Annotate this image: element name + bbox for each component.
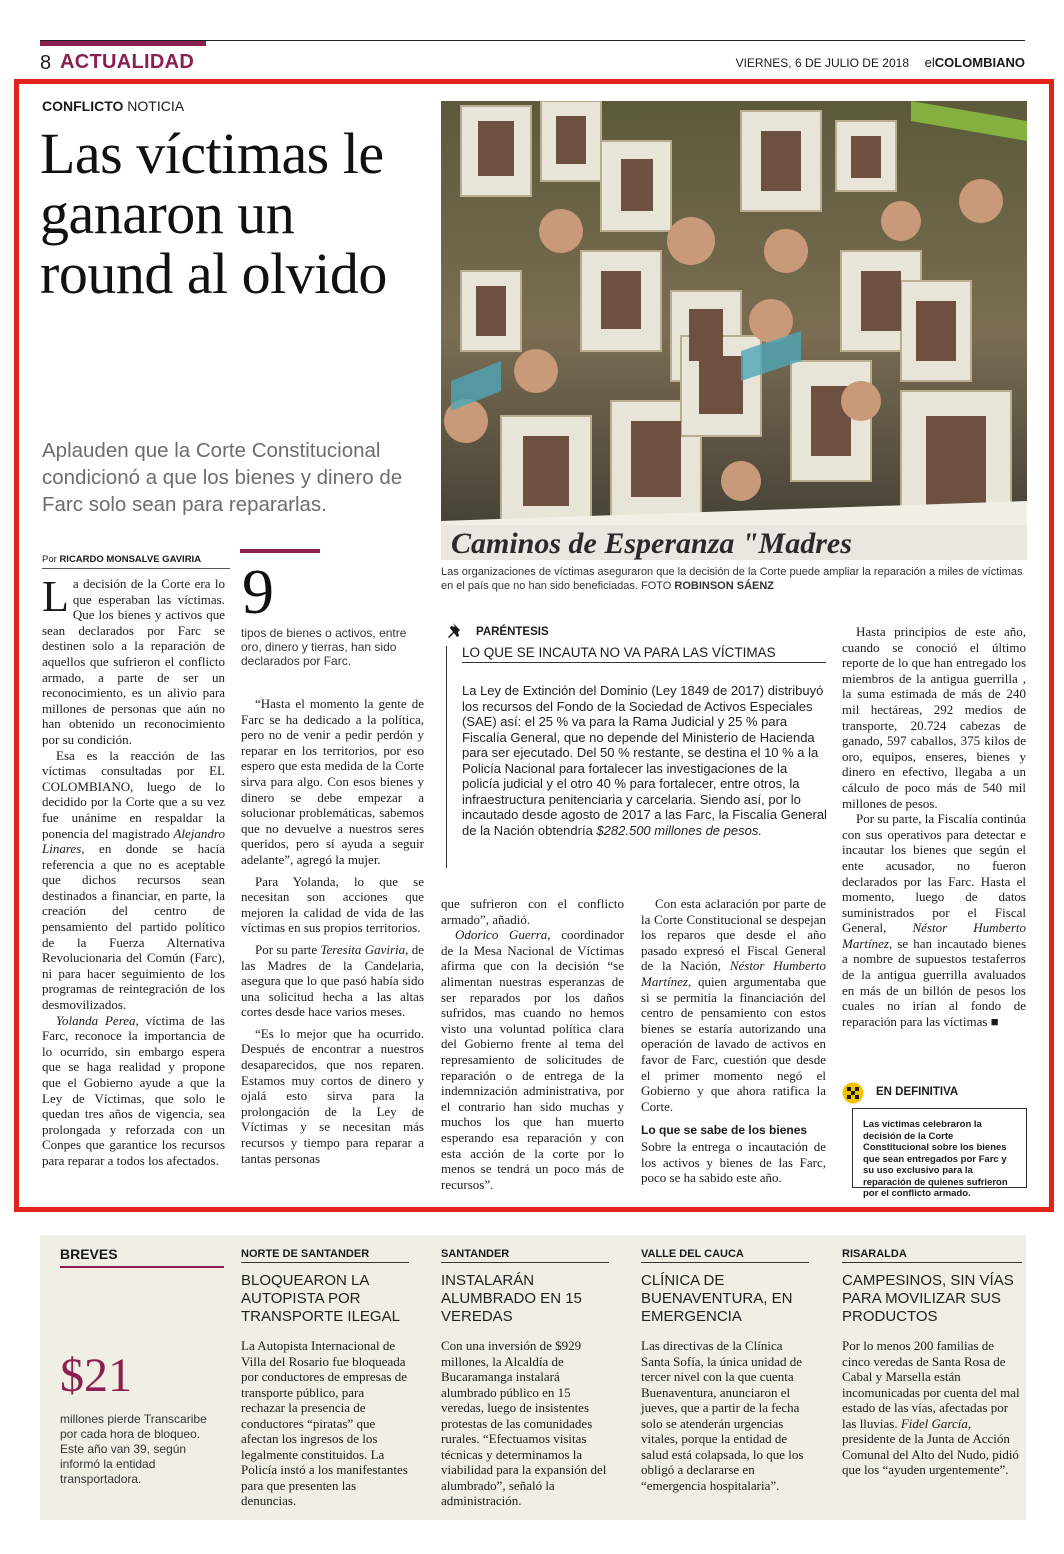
brief-rule [441,1262,609,1263]
amount: $282.500 millones de pesos. [596,822,762,838]
paragraph: que sufrieron con el conflicto armado”, añadió. [441,896,624,927]
breves-rule [60,1266,224,1268]
en-definitiva-box: Las víctimas celebraron la decisión de la Corte Constitucional sobre los bienes que sean entregados por Farc y su uso exclusivo para la reparación de quienes sufrieron por el conflicto armado. [852,1108,1027,1188]
body-column-2 [241,696,424,1166]
section-name: ACTUALIDAD [60,51,195,73]
parentesis-body: La Ley de Extinción del Dominio (Ley 1849 de 2017) distribuyó los recursos del Fondo de la Sociedad de Activos Especiales (SAE) así: el 25 % va para la Rama Judicial y 25 % para Fiscalía General, que no depende del Ministerio de Hacienda para ser ejecutado. Del 50 % restante, se destina el 10 % a la Policía Nacional para fortalecer las investigaciones de la policía judicial y el otro 40 % para fortalecer, entre otros, la infraestructura penitenciaria y carcelaria. Siendo así, por lo incautado desde agosto de 2017 a las Farc, la Fiscalía General de la Nación obtendría $282.500 millones de pesos. [462,683,827,838]
breves-label: BREVES [60,1246,118,1262]
brief-body: Por lo menos 200 familias de cinco veredas de Santa Rosa de Cabal y Marsella están incomunicadas por cuenta del mal estado de las vías, afectadas por las lluvias. Fidel García, presidente de la Junta de Acción Comunal del Alto del Nudo, pidió que los “ayuden urgentemente”. [842,1338,1020,1477]
brand-prefix: el [924,55,935,70]
headline: Las víctimas le ganaron un round al olvido [40,121,387,306]
person-name: Teresita Gaviria [320,941,406,957]
byline-prefix: Por [42,554,60,565]
brief-item [641,1248,809,1493]
body-column-5 [842,624,1026,1029]
paragraph: Por su parte Teresita Gaviria, de las Madres de la Candelaria, asegura que lo que pasó había sido una solicitud hecha a las altas cortes desde hace varios meses. [241,941,424,1020]
paragraph: Sobre la entrega o incautación de los activos y bienes de las Farc, poco se ha sabido este año. [641,1138,826,1186]
subheading: Lo que se sabe de los bienes [641,1123,808,1138]
person-name: Alejandro Linares [42,825,225,857]
body-column-1 [42,572,225,1169]
brief-item [842,1248,1022,1478]
byline-rule [42,568,230,569]
stat-description: tipos de bienes o activos, entre oro, dinero y tierras, han sido declarados por Farc. [241,626,407,668]
kicker-topic: CONFLICTO [42,98,124,114]
kicker-type: NOTICIA [123,98,185,114]
byline [42,554,201,565]
brief-title: INSTALARÁN ALUMBRADO EN 15 VEREDAS [441,1272,582,1325]
victims-photo-illustration [441,101,1027,560]
brief-region: RISARALDA [842,1248,907,1260]
paragraph: Hasta principios de este año, cuando se conoció el último reporte de lo que han entregado los miembros de la antigua guerrilla , la suma estimada de más de 240 mil hectáreas, 292 medios de transporte, 20.724 cabezas de ganado, 597 caballos, 375 kilos de oro, equipos, enseres, bienes y dinero en efectivo, llegaba a un cálculo de poco más de 540 mil millones de pesos. [842,624,1026,811]
section-accent-bar [40,41,206,46]
end-mark: ■ [987,1013,999,1029]
paragraph: Con esta aclaración por parte de la Corte Constitucional se despejan los reparos que desde el año pasado expresó el Fiscal General de la Nación, Néstor Humberto Martínez, quien argumentaba que si se permitía la financiación del centro de pensamiento con estos bienes se estaría autorizando una operación de lavado de activos en favor de Farc, cuestión que desde el primer momento negó el Gobierno y que ahora ratifica la Corte. [641,896,826,1114]
kicker [42,98,184,114]
photo-banner-text: Caminos de Esperanza "Madres [451,527,852,560]
pushpin-icon [447,622,465,640]
brand-name: COLOMBIANO [934,55,1025,70]
caption-credit: ROBINSON SÁENZ [674,580,775,592]
page-number: 8 [40,52,52,74]
stat-number: 9 [242,556,274,627]
paragraph: Yolanda Perea, víctima de las Farc, reconoce la importancia de lo ocurrido, sin embargo espera que se haga realidad y propone que el Gobierno ayude a que la Ley de Víctimas, que solo le quedan tres años de vigencia, sea prolongada y reforzada con un Conpes que garantice los recursos para reparar a todos los afectados. [42,1012,225,1168]
article-photo [441,101,1027,560]
brief-rule [241,1262,409,1263]
brief-title: CAMPESINOS, SIN VÍAS PARA MOVILIZAR SUS PRODUCTOS [842,1272,1014,1325]
parentesis-label: PARÉNTESIS [476,626,549,638]
paragraph: “Es lo mejor que ha ocurrido. Después de encontrar a nuestros desaparecidos, que nos reparen. Estamos muy cortos de dinero y ojalá esto sirva para la prolongación de la Ley de Víctimas y se necesitan más recursos y tiempo para reparar a tantas personas [241,1025,424,1166]
paragraph: Por su parte, la Fiscalía continúa con sus operativos para detectar e incautar los bienes que según el ente acusador, no fueron declarados por las Farc. Hasta el momento, luego de datos suministrados por el Fiscal General, Néstor Humberto Martínez, se han incautado bienes a nombre de supuestos testaferros de la antigua guerrilla avaluados en más de un billón de pesos los cuales no irían al fondo de reparación para las víctimas ■ [842,811,1026,1029]
person-name: Odorico Guerra [455,927,548,943]
brief-body: Las directivas de la Clínica Santa Sofía, la única unidad de tercer nivel con la que cuenta Buenaventura, anunciaron el jueves, que a partir de la fecha solo se atenderán urgencias vitales, porque la entidad de salud está colapsada, lo que los obligó a declararse en “emergencia hospitalaria”. [641,1338,804,1493]
brief-item [241,1248,409,1509]
paragraph: Odorico Guerra, coordinador de la Mesa Nacional de Víctimas afirma que con la decisión “se alimentan nuestras esperanzas de ser reparados por los daños sufridos, mas cuando no hemos visto una voluntad política clara del Gobierno frente al tema del represamiento de solicitudes de reparación o de entrega de la indemnización administrativa, por el contrario han sido muchas y muchos los que han muerto esperando esa reparación y con esta acción de la corte por lo menos se tendrá un poco más de recursos”. [441,927,625,1192]
brief-title: CLÍNICA DE BUENAVENTURA, EN EMERGENCIA [641,1272,793,1325]
paragraph: La decisión de la Corte era lo que esperaban las víctimas. Que los bienes y activos que sean declarados por Farc se destinen solo a la reparación de aquellos que sufrieron el conflicto armado, a parte de ser un reconocimiento, es un alivio para millones de personas que aún no han obtenido un reconocimiento por su condición. [42,572,225,747]
photo-caption [441,565,1027,593]
stat-accent-bar [240,549,320,553]
person-name: Yolanda Perea [56,1012,136,1028]
person-name: Néstor Humberto Martínez [842,920,1026,951]
brief-item [441,1248,609,1509]
en-definitiva-icon [842,1082,864,1104]
brief-rule [641,1262,809,1263]
person-name: Néstor Humberto Martínez [641,958,826,989]
paragraph: Para Yolanda, lo que se necesitan son acciones que mejoren la calidad de vida de las víctimas en sus propios territorios. [241,873,424,936]
brief-rule [842,1262,1022,1263]
brief-title: BLOQUEARON LA AUTOPISTA POR TRANSPORTE ILEGAL [241,1272,400,1325]
person-name: Fidel García, [900,1415,972,1431]
parentesis-rule [446,646,447,868]
en-definitiva-label: EN DEFINITIVA [876,1086,959,1098]
brief-body: La Autopista Internacional de Villa del Rosario fue bloqueada por conductores de empresas de transporte público, para rechazar la presencia de conductores “piratas” que afectan los ingresos de los legalmente constituidos. La Policía instó a los manifestantes para que presenten las denuncias. [241,1338,408,1508]
body-column-3 [441,896,624,1192]
brand-logo [925,55,1025,70]
dateline: VIERNES, 6 DE JULIO DE 2018 [735,56,909,70]
byline-author: RICARDO MONSALVE GAVIRIA [59,554,202,565]
breves-stat-text: millones pierde Transcaribe por cada hora de bloqueo. Este año van 39, según informó la entidad transportadora. [60,1412,207,1486]
deck: Aplauden que la Corte Constitucional condicionó a que los bienes y dinero de Farc solo sean para repararlas. [42,439,403,516]
caption-text: Las organizaciones de víctimas aseguraron que la decisión de la Corte puede ampliar la reparación a miles de víctimas en el país que no han sido beneficiadas. [441,566,1023,592]
caption-credit-prefix: FOTO [637,580,675,592]
breves-stat-number: $21 [60,1349,132,1402]
brief-region: VALLE DEL CAUCA [641,1248,744,1260]
paragraph: “Hasta el momento la gente de Farc se ha dedicado a la política, pero no de venir a pedir perdón y reparar en los territorios, por eso espero que esta medida de la Corte sirva para algo. Con esos bienes y dinero se debe empezar a solucionar problemáticas, sabemos que no devuelve a nuestros seres queridos, pero sí ayuda a seguir adelante”, agregó la mujer. [241,696,424,867]
brief-region: NORTE DE SANTANDER [241,1248,370,1260]
brief-body: Con una inversión de $929 millones, la Alcaldía de Bucaramanga instalará alumbrado público en 15 veredas, luego de insistentes protestas de las comunidades rurales. “Efectuamos visitas técnicas y determinamos la viabilidad para la expansión del alumbrado”, señaló la administración. [441,1338,607,1508]
drop-cap: L [42,572,69,621]
brief-region: SANTANDER [441,1248,510,1260]
parentesis-title: LO QUE SE INCAUTA NO VA PARA LAS VÍCTIMAS [462,645,826,663]
body-column-4 [641,896,826,1186]
paragraph: Esa es la reacción de las víctimas consultadas por EL COLOMBIANO, luego de lo decidido por la Corte que a su vez fue unánime en respaldar la ponencia del magistrado Alejandro Linares, en donde se hacía referencia a que no es aceptable que dichos recursos sean destinados a financiar, en parte, la creación del centro de pensamiento del partido político de la Fuerza Alternativa Revolucionaria del Común (Farc), ni para hacer seguimiento de los programas de reintegración de los desmovilizados. [42,747,225,1013]
